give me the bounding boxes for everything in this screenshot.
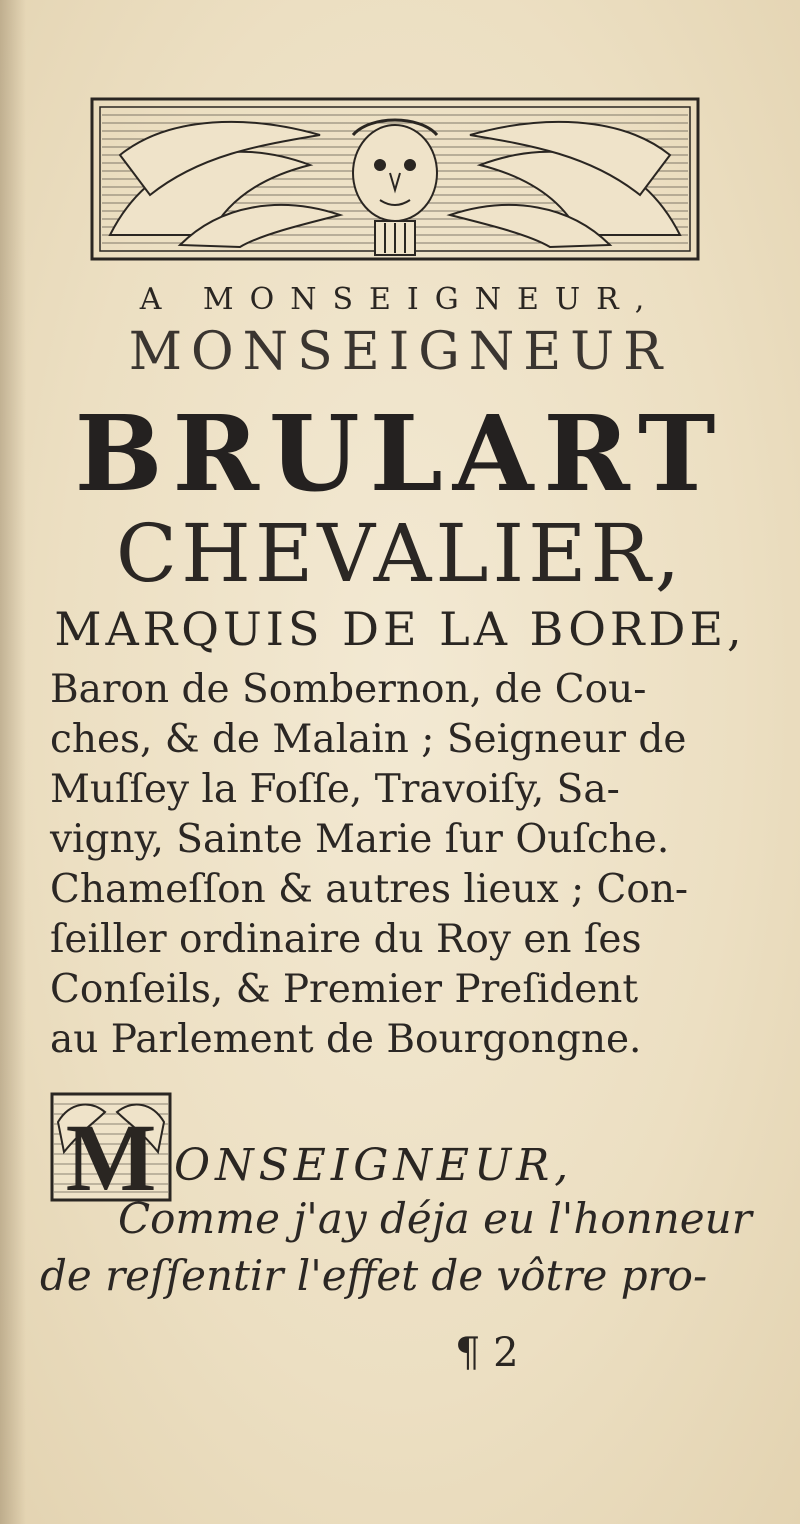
dedicatee-name: BRULART xyxy=(74,392,726,515)
gutter-shadow xyxy=(0,0,26,1524)
text-line: Chameſſon & autres lieux ; Con- xyxy=(50,867,689,912)
ornamental-headpiece-icon xyxy=(90,95,700,270)
dedication-header: A MONSEIGNEUR, xyxy=(139,282,661,317)
salutation-title: MONSEIGNEUR xyxy=(128,322,672,382)
dropcap-icon xyxy=(50,1092,172,1202)
text-line: ches, & de Malain ; Seigneur de xyxy=(50,717,687,762)
dropcap-letter: M xyxy=(65,1104,157,1202)
marquis-line: MARQUIS DE LA BORDE, xyxy=(54,602,746,656)
opening-line-1: Comme j'ay déja eu l'honneur xyxy=(118,1194,752,1243)
text-line: Conſeils, & Premier Preſident xyxy=(50,967,639,1012)
opening-line-2: de reſſentir l'effet de vôtre pro- xyxy=(40,1251,708,1300)
text-line: Baron de Sombernon, de Cou- xyxy=(50,667,647,712)
text-line: Muſſey la Foſſe, Travoiſy, Sa- xyxy=(50,767,620,812)
text-line: au Parlement de Bourgongne. xyxy=(50,1017,642,1062)
signature-mark: ¶ 2 xyxy=(455,1330,519,1376)
opening-word: ONSEIGNEUR, xyxy=(174,1140,574,1191)
text-line: ſeiller ordinaire du Roy en ſes xyxy=(50,917,642,962)
text-line: vigny, Sainte Marie ſur Ouſche. xyxy=(50,817,670,862)
title-line: CHEVALIER, xyxy=(115,507,685,600)
titles-paragraph xyxy=(50,665,760,1065)
